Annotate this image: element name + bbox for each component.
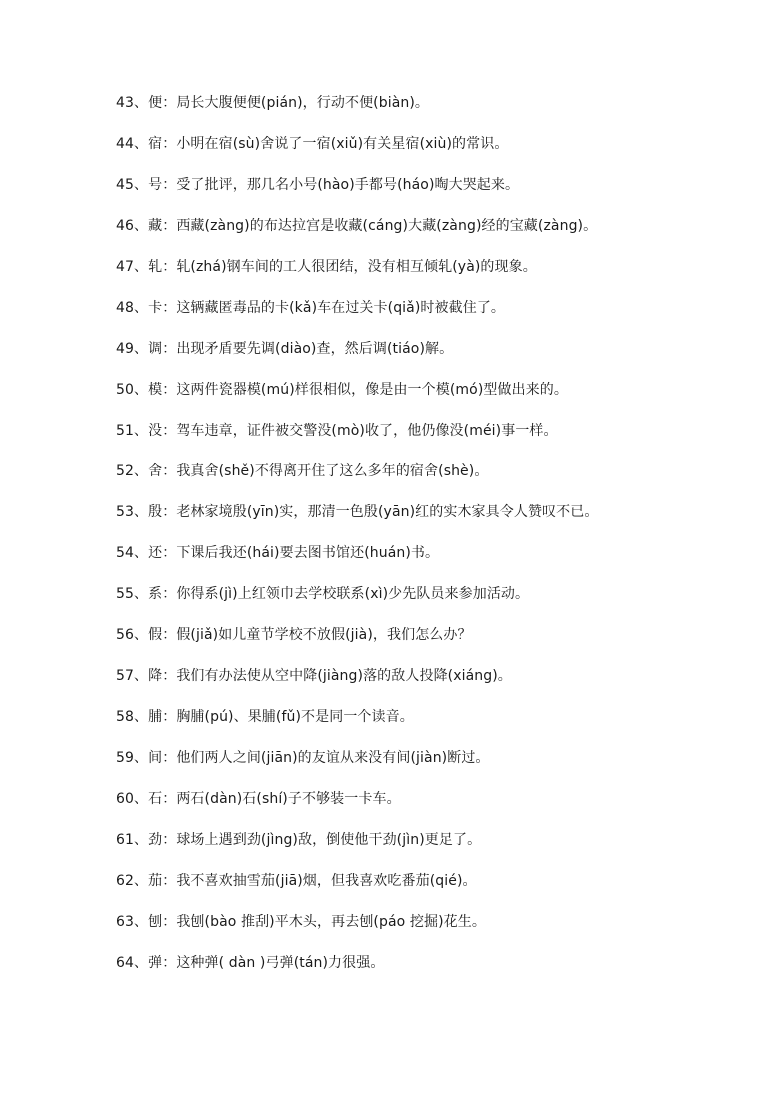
entry-text: 便：局长大腹便便(pián)，行动不便(biàn)。 <box>148 95 430 111</box>
list-item <box>116 215 756 256</box>
list-item <box>116 174 756 215</box>
list-item <box>116 665 756 706</box>
list-item <box>116 297 756 338</box>
entry-text: 石：两石(dàn)石(shí)子不够装一卡车。 <box>148 790 401 807</box>
entry-number: 60、 <box>116 790 149 807</box>
list-item <box>116 92 756 133</box>
entry-number: 64、 <box>116 954 149 971</box>
list-item <box>116 952 756 993</box>
entry-text: 舍：我真舍(shě)不得离开住了这么多年的宿舍(shè)。 <box>148 463 489 480</box>
entry-number: 52、 <box>116 463 149 480</box>
list-item <box>116 256 756 297</box>
entry-text: 假：假(jiǎ)如儿童节学校不放假(jià)，我们怎么办？ <box>148 627 472 644</box>
list-item <box>116 501 756 542</box>
entry-number: 56、 <box>116 627 149 644</box>
entry-text: 藏：西藏(zàng)的布达拉宫是收藏(cáng)大藏(zàng)经的宝藏(zàng)。 <box>148 217 598 234</box>
entry-number: 54、 <box>116 545 149 562</box>
entry-text: 刨：我刨(bào 推刮)平木头，再去刨(páo 挖掘)花生。 <box>148 913 486 930</box>
entry-number: 45、 <box>116 176 149 193</box>
entry-list <box>116 92 756 993</box>
entry-number: 59、 <box>116 750 149 766</box>
entry-text: 还：下课后我还(hái)要去图书馆还(huán)书。 <box>148 545 440 562</box>
list-item <box>116 911 756 952</box>
entry-text: 卡：这辆藏匿毒品的卡(kǎ)车在过关卡(qiǎ)时被截住了。 <box>148 299 506 316</box>
list-item <box>116 788 756 829</box>
entry-number: 57、 <box>116 668 149 685</box>
entry-number: 51、 <box>116 422 149 439</box>
list-item <box>116 460 756 501</box>
entry-text: 轧：轧(zhá)钢车间的工人很团结，没有相互倾轧(yà)的现象。 <box>148 258 537 275</box>
entry-text: 间：他们两人之间(jiān)的友谊从来没有间(jiàn)断过。 <box>148 750 490 766</box>
entry-text: 调：出现矛盾要先调(diào)查，然后调(tiáo)解。 <box>148 340 454 357</box>
entry-number: 47、 <box>116 258 149 275</box>
entry-text: 茄：我不喜欢抽雪茄(jiā)烟，但我喜欢吃番茄(qié)。 <box>148 872 477 889</box>
list-item <box>116 706 756 747</box>
entry-number: 53、 <box>116 504 149 521</box>
entry-number: 43、 <box>116 95 149 111</box>
entry-number: 49、 <box>116 340 149 357</box>
entry-text: 劲：球场上遇到劲(jìng)敌，倒使他干劲(jìn)更足了。 <box>148 831 482 848</box>
list-item <box>116 133 756 174</box>
entry-text: 降：我们有办法使从空中降(jiàng)落的敌人投降(xiáng)。 <box>148 668 512 685</box>
entry-text: 弹：这种弹( dàn )弓弹(tán)力很强。 <box>148 954 385 971</box>
list-item <box>116 338 756 379</box>
entry-number: 62、 <box>116 872 149 889</box>
entry-number: 46、 <box>116 217 149 234</box>
entry-number: 55、 <box>116 586 149 603</box>
entry-number: 50、 <box>116 381 149 398</box>
entry-text: 号：受了批评，那几名小号(hào)手都号(háo)啕大哭起来。 <box>148 176 520 193</box>
list-item <box>116 420 756 461</box>
entry-text: 没：驾车违章，证件被交警没(mò)收了，他仍像没(méi)事一样。 <box>148 422 558 439</box>
entry-text: 模：这两件瓷器模(mú)样很相似，像是由一个模(mó)型做出来的。 <box>148 381 568 398</box>
entry-number: 63、 <box>116 913 149 930</box>
list-item <box>116 870 756 911</box>
entry-number: 48、 <box>116 299 149 316</box>
list-item <box>116 747 756 788</box>
entry-text: 宿：小明在宿(sù)舍说了一宿(xiǔ)有关星宿(xiù)的常识。 <box>148 135 509 152</box>
list-item <box>116 624 756 665</box>
entry-text: 殷：老林家境殷(yīn)实，那清一色殷(yān)红的实木家具令人赞叹不已。 <box>148 504 599 521</box>
entry-number: 44、 <box>116 135 149 152</box>
list-item <box>116 829 756 870</box>
list-item <box>116 542 756 583</box>
entry-number: 58、 <box>116 709 149 726</box>
entry-text: 系：你得系(jì)上红领巾去学校联系(xì)少先队员来参加活动。 <box>148 586 530 603</box>
list-item <box>116 583 756 624</box>
list-item <box>116 379 756 420</box>
entry-text: 脯：胸脯(pú)、果脯(fǔ)不是同一个读音。 <box>148 709 414 726</box>
entry-number: 61、 <box>116 831 149 848</box>
